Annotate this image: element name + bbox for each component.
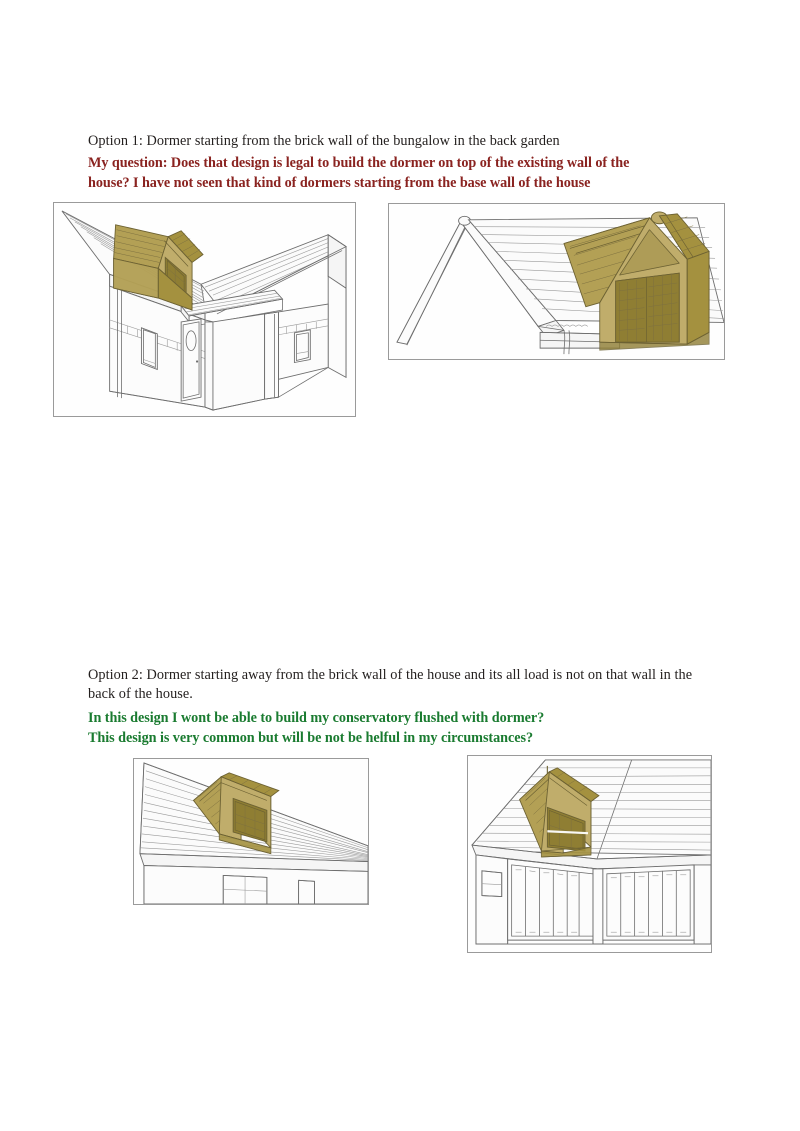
- figure-3-hipped-roof-with-setback-dormer: [133, 758, 369, 905]
- option-1-text-block: [88, 132, 748, 193]
- option-2-heading-line-1: Option 2: Dormer starting away from the brick wall of the house and its all load is not on that wall in the: [88, 667, 693, 683]
- option-1-annotation-line-1: My question: Does that design is legal to build the dormer on top of the existing wall of the: [88, 155, 630, 171]
- option-1-heading: Option 1: Dormer starting from the brick wall of the bungalow in the back garden: [88, 133, 560, 149]
- figure-4-house-with-conservatory-and-dormer: [467, 755, 712, 953]
- figure-1-bungalow-with-wall-dormer: [53, 202, 356, 417]
- figure-2-dormer-closeup-with-french-doors: [388, 203, 725, 360]
- option-2-annotation-line-1: In this design I wont be able to build my conservatory flushed with dormer?: [88, 710, 545, 726]
- option-2-annotation-line-2: This design is very common but will be not be helful in my circumstances?: [88, 730, 533, 746]
- option-1-annotation-line-2: house? I have not seen that kind of dormers starting from the base wall of the house: [88, 174, 591, 191]
- option-2-heading-line-2: back of the house.: [88, 686, 193, 702]
- option-2-text-block: [88, 666, 776, 748]
